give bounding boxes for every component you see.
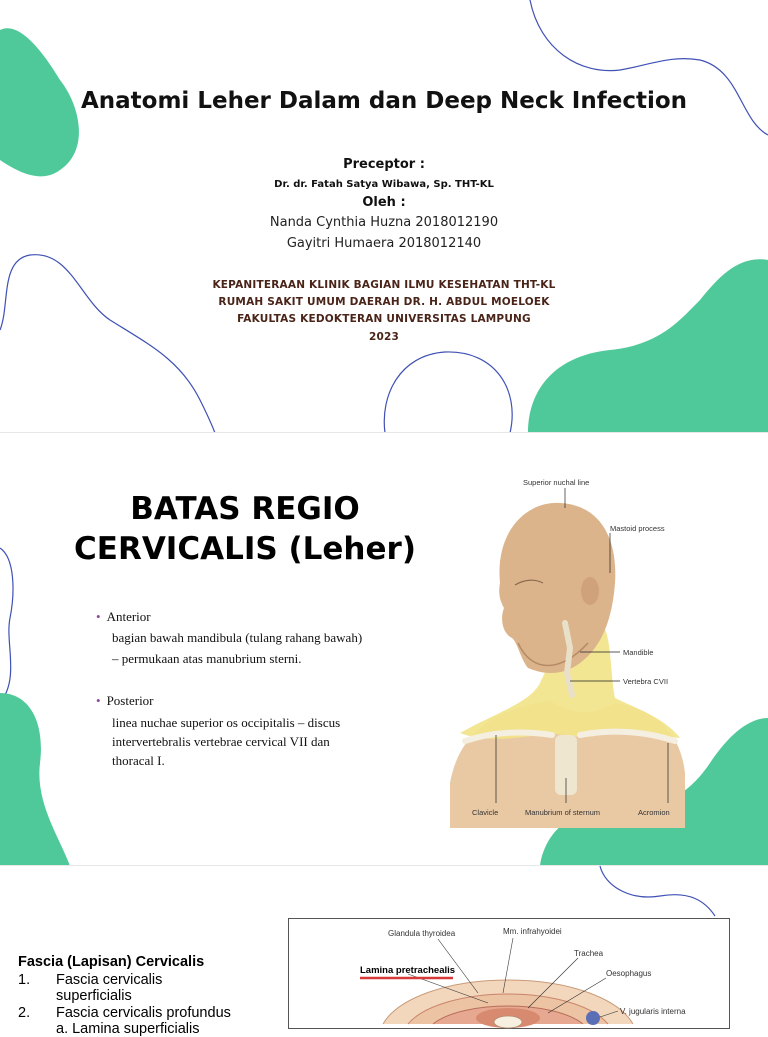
item-number: 2. [18, 1005, 31, 1021]
institution-line-1: KEPANITERAAN KLINIK BAGIAN ILMU KESEHATAN THT-KL [212, 279, 556, 291]
institution-line-2: RUMAH SAKIT UMUM DAERAH DR. H. ABDUL MOELOEK [218, 296, 550, 308]
posterior-text-1: linea nuchae superior os occipitalis – discus [112, 715, 341, 730]
label-mastoid-process: Mastoid process [610, 524, 665, 533]
author-1: Nanda Cynthia Huzna 2018012190 [269, 215, 499, 230]
posterior-label: Posterior [106, 693, 154, 708]
institution-line-3: FAKULTAS KEDOKTERAN UNIVERSITAS LAMPUNG [237, 313, 531, 325]
label-v-jugularis-interna: V. jugularis interna [620, 1007, 686, 1016]
slide-title-line-1: BATAS REGIO [130, 491, 360, 527]
slide-title [40, 489, 450, 569]
slide-title-line-2: CERVICALIS (Leher) [74, 531, 416, 567]
item-text: Fascia cervicalis profundus [56, 1005, 231, 1021]
slide-batas-regio [0, 433, 768, 866]
slide-title [0, 0, 768, 433]
label-vertebra-cvii: Vertebra CVII [623, 677, 669, 686]
oleh-label: Oleh : [362, 195, 406, 210]
item-text-cont: a. Lamina superficialis [56, 1021, 200, 1037]
item-text-cont: superficialis [56, 988, 132, 1004]
preceptor-name: Dr. dr. Fatah Satya Wibawa, Sp. THT-KL [274, 179, 494, 190]
item-text: Fascia cervicalis [56, 972, 163, 988]
fascia-item-2 [18, 1005, 231, 1037]
item-number: 1. [18, 972, 31, 988]
posterior-text-2: intervertebralis vertebrae cervical VII dan [112, 734, 330, 749]
jugular-vein [586, 1011, 600, 1025]
outline-wave-top-right [530, 0, 768, 135]
preceptor-label: Preceptor : [343, 157, 425, 172]
outline-wave-left [0, 548, 13, 703]
label-acromion: Acromion [638, 808, 670, 817]
label-trachea: Trachea [574, 949, 604, 958]
bullet-dot: • [96, 609, 101, 624]
label-mandible: Mandible [623, 648, 654, 657]
outline-wave-top-right [600, 866, 715, 916]
presentation-title: Anatomi Leher Dalam dan Deep Neck Infection [80, 88, 688, 114]
bullet-posterior [96, 691, 154, 710]
neck-cross-section-figure [288, 918, 730, 1024]
neck-anatomy-figure [440, 473, 690, 828]
slide-fascia-cervicalis [0, 866, 768, 1037]
label-clavicle: Clavicle [472, 808, 499, 817]
label-lamina-pretrachealis: Lamina pretrachealis [360, 965, 456, 976]
label-manubrium: Manubrium of sternum [525, 808, 601, 817]
bullet-dot: • [96, 693, 101, 708]
anterior-text-1: bagian bawah mandibula (tulang rahang bawah) [112, 630, 363, 645]
label-glandula-thyroidea: Glandula thyroidea [388, 929, 456, 938]
trachea-ring [494, 1016, 522, 1028]
label-mm-infrahyoidei: Mm. infrahyoidei [503, 927, 562, 936]
outline-circle-bottom [384, 352, 512, 433]
ear [581, 577, 599, 605]
posterior-text-3: thoracal I. [112, 753, 165, 768]
label-superior-nuchal-line: Superior nuchal line [523, 478, 590, 487]
fascia-item-1 [18, 972, 162, 1004]
fascia-heading: Fascia (Lapisan) Cervicalis [18, 954, 205, 970]
anterior-label: Anterior [106, 609, 151, 624]
institution-year: 2023 [368, 331, 400, 343]
label-oesophagus: Oesophagus [606, 969, 652, 978]
author-2: Gayitri Humaera 2018012140 [286, 236, 482, 251]
anterior-text-2: – permukaan atas manubrium sterni. [112, 651, 302, 666]
bullet-anterior [96, 607, 151, 626]
green-blob-left [0, 693, 70, 866]
